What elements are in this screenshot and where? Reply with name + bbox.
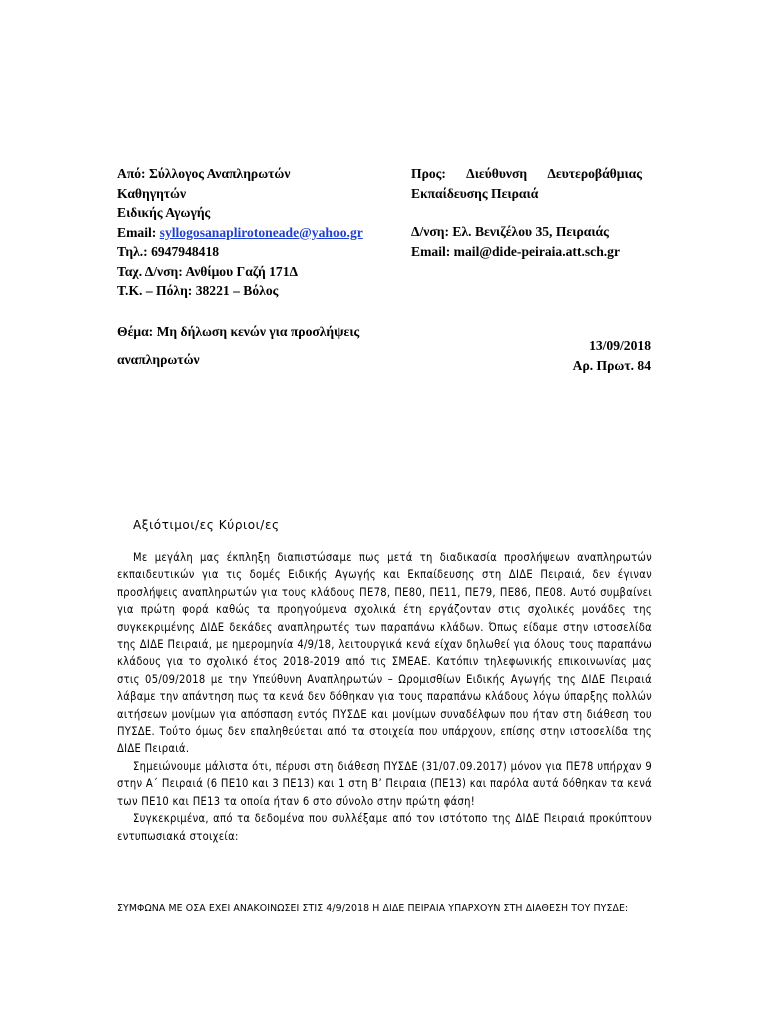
greeting: Αξιότιμοι/ες Κύριοι/ες: [133, 518, 280, 532]
subject-block: [117, 318, 417, 374]
sender-city: Τ.Κ. – Πόλη: 38221 – Βόλος: [117, 283, 279, 298]
letter-date: 13/09/2018: [589, 338, 651, 353]
recipient-name-cont: Εκπαίδευσης Πειραιά: [411, 185, 539, 201]
subject-line-cont: αναπληρωτών: [117, 352, 200, 367]
recipient-block: [411, 164, 661, 261]
sender-email-link[interactable]: syllogosanaplirotoneade@yahoo.gr: [159, 224, 363, 240]
date-protocol-block: [573, 336, 651, 375]
sender-email-label: Email:: [117, 224, 160, 240]
sender-email-line: [117, 223, 407, 243]
sender-block: [117, 164, 407, 301]
recipient-name: Προς: Διεύθυνση Δευτεροβάθμιας: [411, 166, 642, 181]
recipient-address: Δ/νση: Ελ. Βενιζέλου 35, Πειραιάς: [411, 224, 609, 239]
sender-name-cont: Καθηγητών: [117, 185, 187, 201]
protocol-number: Αρ. Πρωτ. 84: [572, 357, 651, 373]
sender-phone: Τηλ.: 6947948418: [117, 244, 220, 259]
sender-address: Ταχ. Δ/νση: Ανθίμου Γαζή 171Δ: [117, 263, 299, 279]
body-paragraph-2: Σημειώνουμε μάλιστα ότι, πέρυσι στη διάθεση ΠΥΣΔΕ (31/07.09.2017) μόνον για ΠΕ78 υπήρχαν 9 στην Α΄ Πειραιά (6 ΠΕ10 και 3 ΠΕ13) και 1 στη Β’ Πειραια (ΠΕ13) και παρόλα αυτά δόθηκαν τα κενά των ΠΕ10 και ΠΕ13 τα οποία ήταν 6 στο σύνολο στην πρώτη φάση!: [117, 759, 652, 808]
recipient-email: Email: mail@dide-peiraia.att.sch.gr: [411, 243, 620, 259]
recipient-spacer: [411, 203, 661, 222]
subject-line: Θέμα: Μη δήλωση κενών για προσλήψεις: [117, 324, 360, 339]
body-paragraph-1: Με μεγάλη μας έκπληξη διαπιστώσαμε πως μετά τη διαδικασία προσλήψεων αναπληρωτών εκπαιδευτικών για τις δομές Ειδικής Αγωγής και Εκπαίδευσης στη ΔΙΔΕ Πειραιά, δεν έγιναν προσλήψεις αναπληρωτών για τους κλάδους ΠΕ78, ΠΕ80, ΠΕ11, ΠΕ79, ΠΕ86, ΠΕ08. Αυτό συμβαίνει για πρώτη φορά καθώς τα προηγούμενα σχολικά έτη εργάζονταν στις σχολικές μονάδες της συγκεκριμένης ΔΙΔΕ δεκάδες αναπληρωτές των παραπάνω κλάδων. Όπως είδαμε στην ιστοσελίδα της ΔΙΔΕ Πειραιά, με ημερομηνία 4/9/18, λειτουργικά κενά είχαν δηλωθεί για όλους τους παραπάνω κλάδους για το σχολικό έτος 2018-2019 από τις ΣΜΕΑΕ. Κατόπιν τηλεφωνικής επικοινωνίας μας στις 05/09/2018 με την Υπεύθυνη Αναπληρωτών – Ωρομισθίων Ειδικής Αγωγής της ΔΙΔΕ Πειραιά λάβαμε την απάντηση πως τα κενά δεν δόθηκαν για τους παραπάνω κλάδους λόγω ύπαρξης πολλών αιτήσεων μονίμων για απόσπαση εντός ΠΥΣΔΕ και μονίμων συναδέλφων που ήταν στη διάθεση του ΠΥΣΔΕ. Τούτο όμως δεν επαληθεύεται από τα στοιχεία που υπάρχουν, επίσης στην ιστοσελίδα της ΔΙΔΕ Πειραιά.: [117, 551, 652, 756]
sender-name: Από: Σύλλογος Αναπληρωτών: [117, 166, 291, 181]
notice-heading: ΣΥΜΦΩΝΑ ΜΕ ΟΣΑ ΕΧΕΙ ΑΝΑΚΟΙΝΩΣΕΙ ΣΤΙΣ 4/9/2018 Η ΔΙΔΕ ΠΕΙΡΑΙΑ ΥΠΑΡΧΟΥΝ ΣΤΗ ΔΙΑΘΕΣΗ ΤΟΥ ΠΥΣΔΕ:: [117, 903, 629, 914]
body-paragraph-3: Συγκεκριμένα, από τα δεδομένα που συλλέξαμε από τον ιστότοπο της ΔΙΔΕ Πειραιά προκύπτουν εντυπωσιακά στοιχεία:: [117, 812, 652, 843]
letter-body: [117, 549, 652, 845]
sender-name-cont2: Ειδικής Αγωγής: [117, 205, 211, 220]
